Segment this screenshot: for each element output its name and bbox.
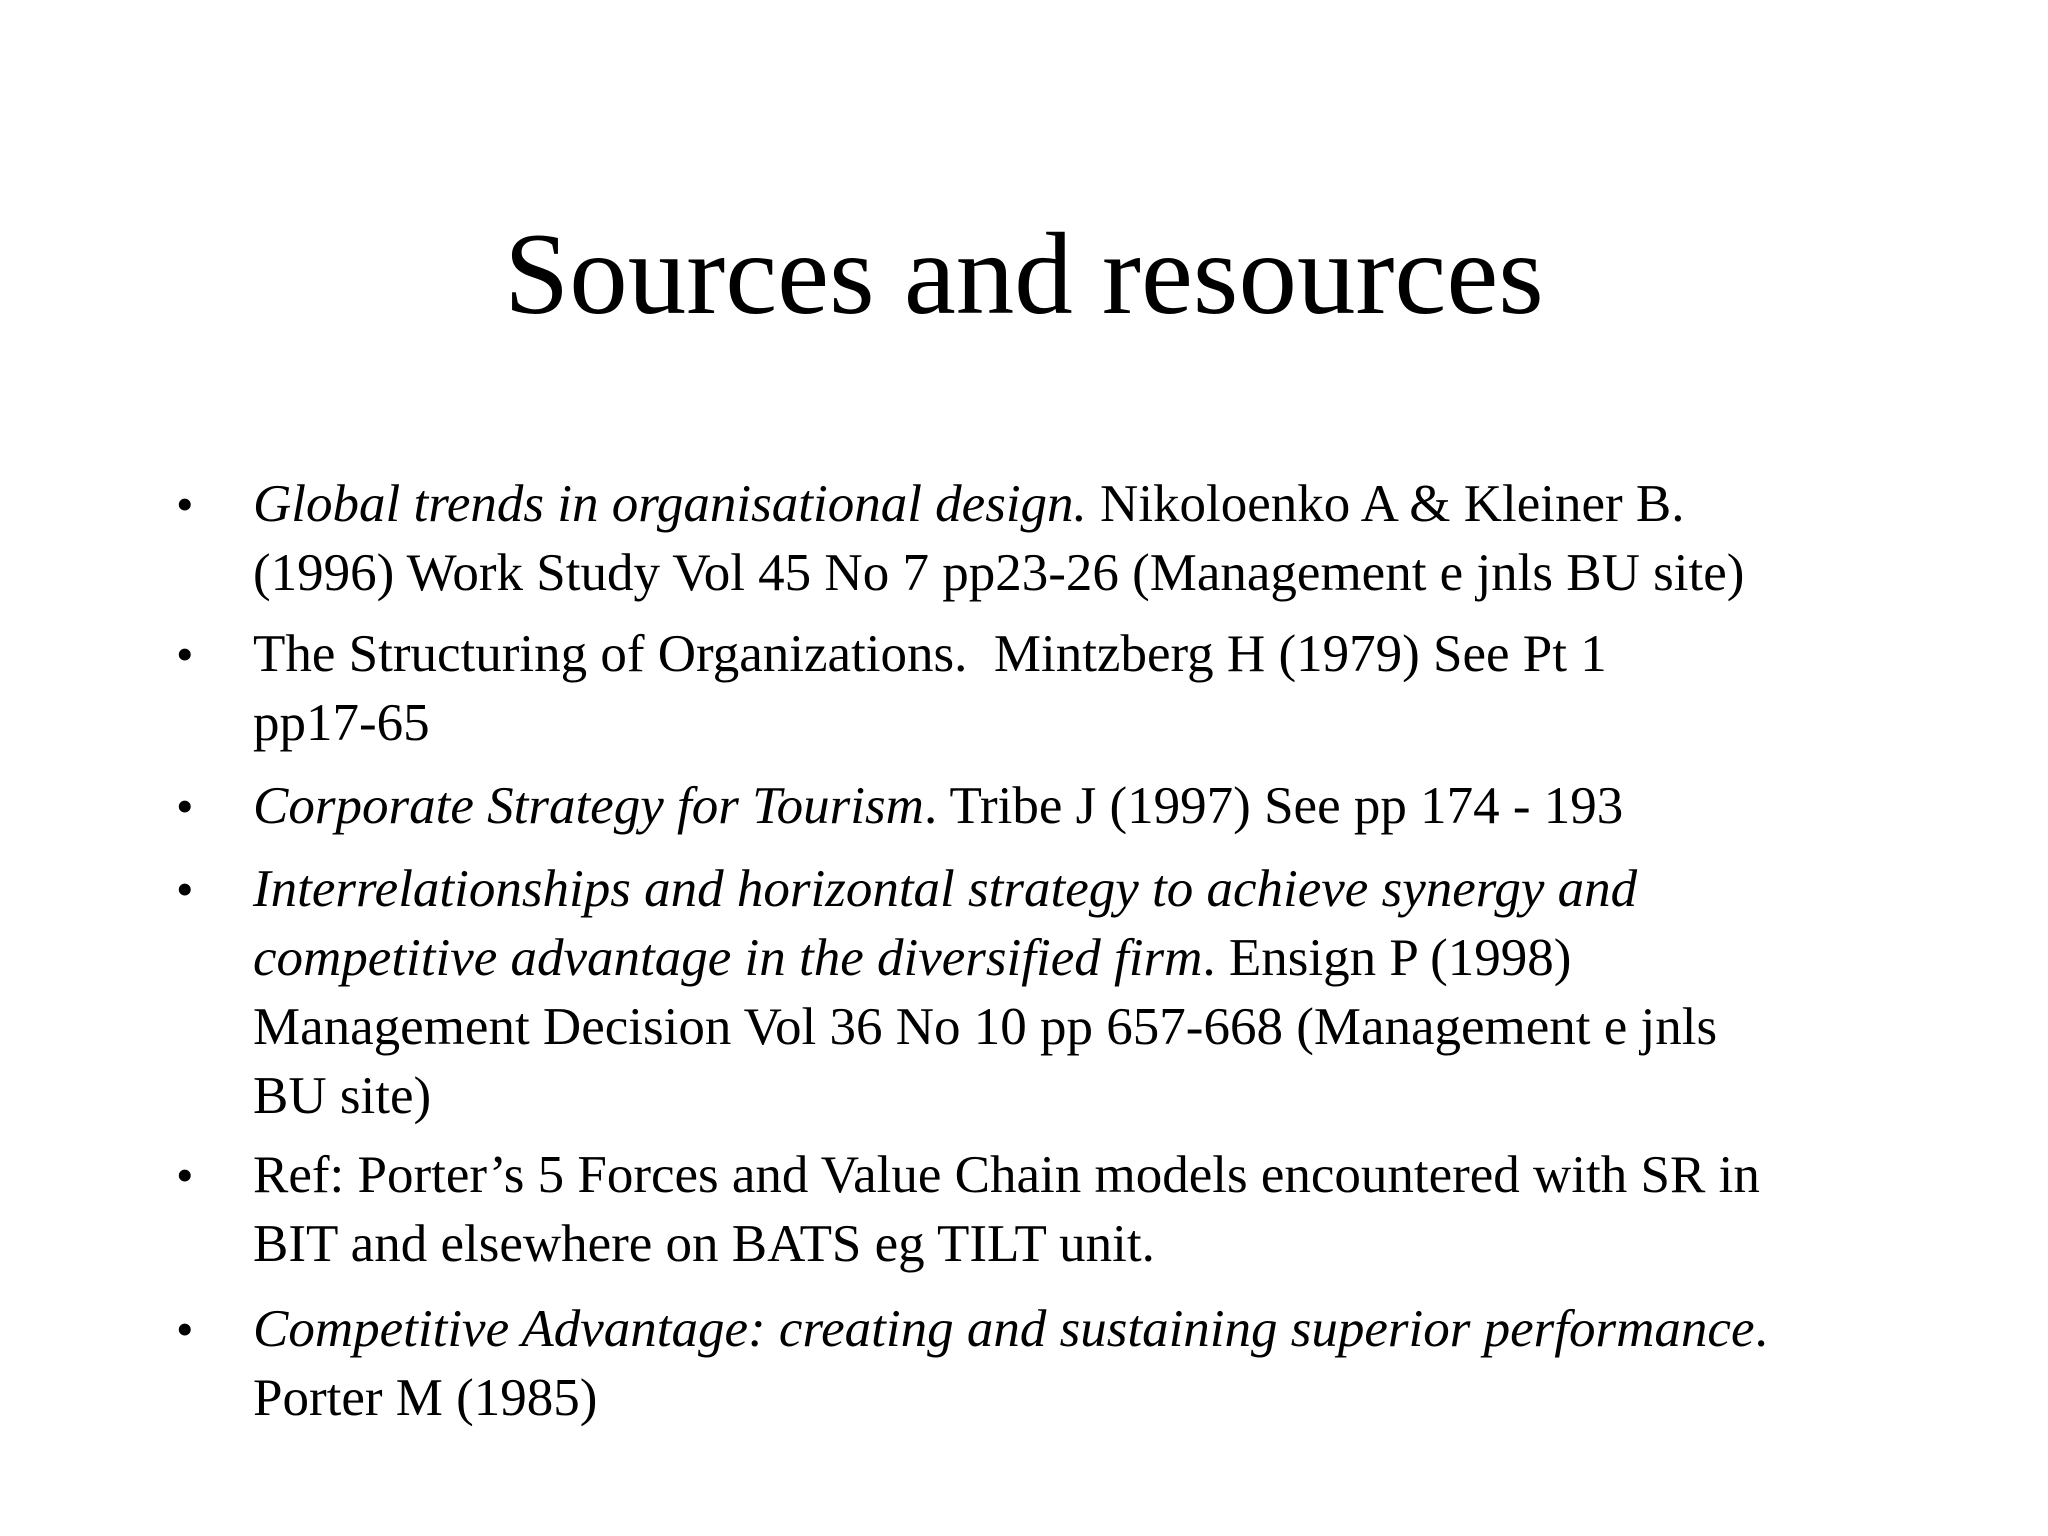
reference-title-segment: Competitive Advantage: creating and sustaining superior performance [253, 1300, 1755, 1358]
reference-text [253, 620, 1933, 758]
reference-detail-segment: (1996) Work Study Vol 45 No 7 pp23-26 (Management e jnls BU site) [253, 544, 1745, 602]
reference-line [253, 924, 1933, 993]
reference-text [253, 1141, 1933, 1279]
reference-detail-segment: The Structuring of Organizations. Mintzberg H (1979) See Pt 1 [253, 625, 1607, 683]
reference-text [253, 1295, 1933, 1433]
bullet-icon: • [176, 476, 194, 532]
reference-text [253, 855, 1933, 1131]
reference-detail-segment: pp17-65 [253, 694, 430, 752]
reference-line [253, 1364, 1933, 1433]
reference-title-segment: Interrelationships and horizontal strategy to achieve synergy and [253, 860, 1638, 918]
reference-line [253, 1062, 1933, 1131]
reference-detail-segment: Porter M (1985) [253, 1369, 598, 1427]
reference-detail-segment: . [1754, 1300, 1768, 1358]
reference-detail-segment: BIT and elsewhere on BATS eg TILT unit. [253, 1215, 1155, 1273]
bullet-icon: • [176, 626, 194, 682]
bullet-icon: • [176, 1147, 194, 1203]
reference-line [253, 539, 1933, 608]
reference-detail-segment: Management Decision Vol 36 No 10 pp 657-668 (Management e jnls [253, 998, 1718, 1056]
bullet-icon: • [176, 861, 194, 917]
reference-line [253, 689, 1933, 758]
reference-text [253, 772, 1933, 841]
reference-line [253, 1141, 1933, 1210]
reference-detail-segment: Nikoloenko A & Kleiner B. [1086, 475, 1685, 533]
reference-detail-segment: Ref: Porter’s 5 Forces and Value Chain models encountered with SR in [253, 1146, 1760, 1204]
reference-detail-segment: BU site) [253, 1067, 432, 1125]
reference-title-segment: Global trends in organisational design. [253, 475, 1087, 533]
bullet-icon: • [176, 778, 194, 834]
slide-title: Sources and resources [504, 210, 1544, 339]
reference-line [253, 620, 1933, 689]
reference-line [253, 1210, 1933, 1279]
reference-line [253, 1295, 1933, 1364]
bullet-icon: • [176, 1301, 194, 1357]
reference-text [253, 470, 1933, 608]
reference-line [253, 772, 1933, 841]
reference-line [253, 470, 1933, 539]
reference-detail-segment: . Tribe J (1997) See pp 174 - 193 [923, 777, 1624, 835]
reference-line [253, 993, 1933, 1062]
reference-line [253, 855, 1933, 924]
reference-title-segment: Corporate Strategy for Tourism [253, 777, 924, 835]
reference-title-segment: competitive advantage in the diversified firm [253, 929, 1203, 987]
reference-detail-segment: . Ensign P (1998) [1202, 929, 1572, 987]
